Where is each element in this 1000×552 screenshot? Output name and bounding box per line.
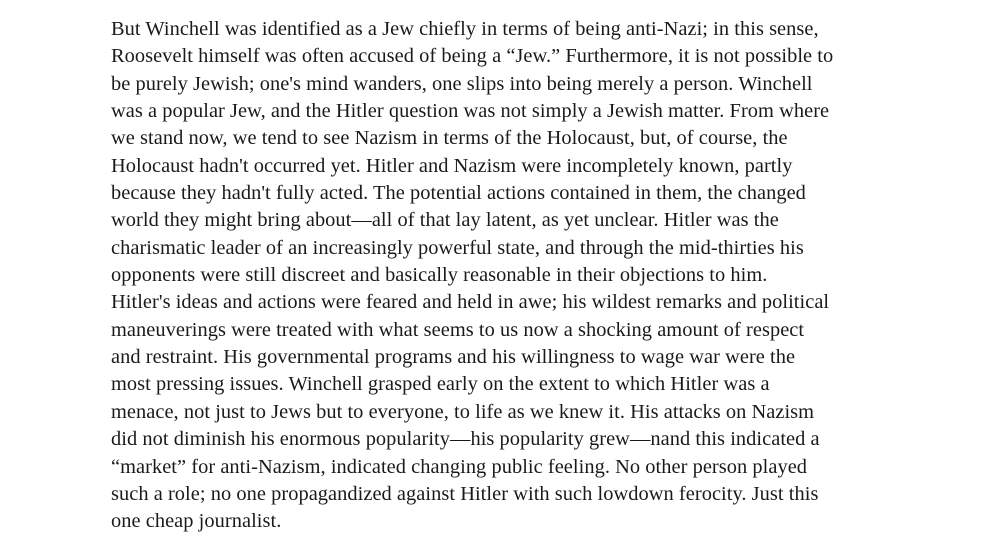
- text-line: world they might bring about—all of that lay latent, as yet unclear. Hitler was the: [111, 209, 779, 232]
- text-line: be purely Jewish; one's mind wanders, one slips into being merely a person. Winchell: [111, 72, 813, 95]
- text-line: such a role; no one propagandized against Hitler with such lowdown ferocity. Just this: [111, 482, 819, 505]
- text-line: Roosevelt himself was often accused of being a “Jew.” Furthermore, it is not possible to: [111, 45, 834, 68]
- body-paragraph: [111, 16, 911, 536]
- text-line: “market” for anti-Nazism, indicated changing public feeling. No other person played: [111, 455, 808, 478]
- text-line: we stand now, we tend to see Nazism in terms of the Holocaust, but, of course, the: [111, 127, 788, 150]
- text-line: and restraint. His governmental programs and his willingness to wage war were the: [111, 346, 796, 369]
- text-line: Holocaust hadn't occurred yet. Hitler and Nazism were incompletely known, partly: [111, 154, 793, 177]
- text-line: maneuverings were treated with what seems to us now a shocking amount of respect: [111, 318, 805, 341]
- text-line: because they hadn't fully acted. The potential actions contained in them, the changed: [111, 182, 806, 205]
- text-line: charismatic leader of an increasingly powerful state, and through the mid-thirties his: [111, 236, 804, 259]
- text-line: menace, not just to Jews but to everyone, to life as we knew it. His attacks on Nazism: [111, 400, 815, 423]
- text-line: most pressing issues. Winchell grasped early on the extent to which Hitler was a: [111, 373, 770, 396]
- text-line: But Winchell was identified as a Jew chiefly in terms of being anti-Nazi; in this sense,: [111, 18, 819, 40]
- text-line: Hitler's ideas and actions were feared and held in awe; his wildest remarks and political: [111, 291, 830, 314]
- text-line: was a popular Jew, and the Hitler question was not simply a Jewish matter. From where: [111, 100, 830, 123]
- text-line: did not diminish his enormous popularity—his popularity grew—nand this indicated a: [111, 428, 820, 451]
- text-line: opponents were still discreet and basically reasonable in their objections to him.: [111, 264, 768, 287]
- text-line: one cheap journalist.: [111, 510, 282, 533]
